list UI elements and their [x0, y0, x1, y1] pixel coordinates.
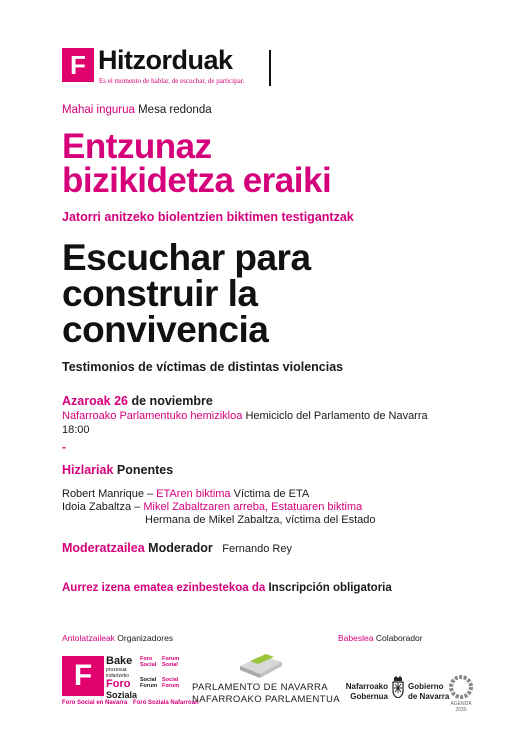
government-name-eu [338, 682, 388, 702]
date-eu: Azaroak 26 [62, 394, 129, 408]
collaborator-label [338, 633, 423, 643]
speakers-heading-eu: Hizlariak [62, 463, 114, 477]
parliament-name-es: PARLAMENTO DE NAVARRA [192, 682, 328, 693]
speaker-role-es: Víctima de ETA [233, 488, 310, 500]
collaborator-eu: Babeslea [338, 633, 374, 643]
subtitle-es: Testimonios de víctimas de distintas violencias [62, 360, 344, 374]
soziala-word: Soziala [106, 690, 138, 700]
place-eu: Nafarroako Parlamentuko hemizikloa [62, 410, 243, 422]
registration-note [62, 582, 392, 594]
title-es-line3: convivencia [62, 309, 269, 350]
title-es-line1: Escuchar para [62, 237, 311, 278]
separator-dash: - [62, 440, 66, 454]
organizers-label [62, 633, 173, 643]
event-type-es: Mesa redonda [138, 104, 212, 116]
moderator-label-es: Moderador [148, 541, 213, 555]
organizers-eu: Antolatzaileak [62, 633, 115, 643]
bake-word: Bake [106, 655, 133, 667]
foro-grid [140, 656, 184, 698]
event-place [62, 410, 428, 422]
hitzorduak-logo-mark: F [62, 48, 94, 82]
speakers-heading [62, 463, 173, 477]
foro-cell: Forum Sozial [162, 656, 180, 668]
foro-logo-bake [106, 656, 138, 701]
foro-cell: Social Forum [140, 677, 158, 689]
event-type [62, 104, 212, 116]
prozesua-word: prozesua indartzeko [106, 667, 130, 679]
title-eu-line1: Entzunaz [62, 127, 212, 166]
parliament-name-eu: NAFARROAKO PARLAMENTUA [192, 694, 340, 705]
parliament-icon [236, 652, 286, 678]
speaker-name: Idoia Zabaltza – [62, 501, 141, 513]
logo-divider [269, 50, 271, 86]
logo-tagline: Es el momento de hablar, de escuchar, de participar. [99, 77, 245, 85]
navarra-crest-icon [391, 676, 405, 698]
event-date [62, 394, 213, 408]
registration-es: Inscripción obligatoria [268, 582, 392, 594]
gov-es-line2: de Navarra [408, 692, 450, 701]
speakers-heading-es: Ponentes [116, 463, 174, 477]
speaker-role-es: Hermana de Mikel Zabaltza, víctima del Estado [145, 514, 376, 526]
agenda-2030-label: AGENDA 2030 [450, 701, 472, 713]
event-type-eu: Mahai ingurua [62, 104, 135, 116]
speaker-role-eu: Mikel Zabaltzaren arreba, Estatuaren biktima [143, 501, 363, 513]
speaker-row [62, 488, 309, 500]
collaborator-es: Colaborador [375, 633, 423, 643]
foro-word: Foro [106, 678, 131, 690]
event-time: 18:00 [62, 424, 90, 436]
hitzorduak-logo-word: Hitzorduak [98, 45, 233, 75]
title-eu [62, 127, 332, 200]
moderator-name: Fernando Rey [222, 543, 292, 555]
title-es [62, 237, 311, 350]
title-eu-line2: bizikidetza eraiki [62, 161, 332, 200]
title-es-line2: construir la [62, 273, 258, 314]
government-name-es [408, 682, 449, 702]
speaker-name: Robert Manrique – [62, 488, 154, 500]
foro-footer [62, 700, 199, 706]
gov-eu-line1: Nafarroako [345, 682, 388, 691]
foro-footer-right: Foro Soziala Nafarroan [133, 700, 199, 706]
moderator-label-eu: Moderatzailea [62, 541, 145, 555]
speaker-role-eu: ETAren biktima [156, 488, 231, 500]
subtitle-eu: Jatorri anitzeko biolentzien biktimen testigantzak [62, 210, 354, 224]
gov-eu-line2: Gobernua [350, 692, 388, 701]
foro-cell: Social Forum [162, 677, 180, 689]
moderator [62, 541, 292, 555]
organizers-es: Organizadores [117, 633, 174, 643]
foro-footer-left: Foro Social en Navarra [62, 700, 128, 706]
speaker-row [62, 501, 362, 513]
agenda-2030-icon [448, 674, 474, 700]
foro-cell: Foro Social [140, 656, 157, 668]
date-es: de noviembre [131, 394, 213, 408]
gov-es-line1: Gobierno [408, 682, 444, 691]
place-es: Hemiciclo del Parlamento de Navarra [245, 410, 428, 422]
registration-eu: Aurrez izena ematea ezinbestekoa da [62, 582, 266, 594]
foro-logo-mark: F [62, 656, 104, 696]
